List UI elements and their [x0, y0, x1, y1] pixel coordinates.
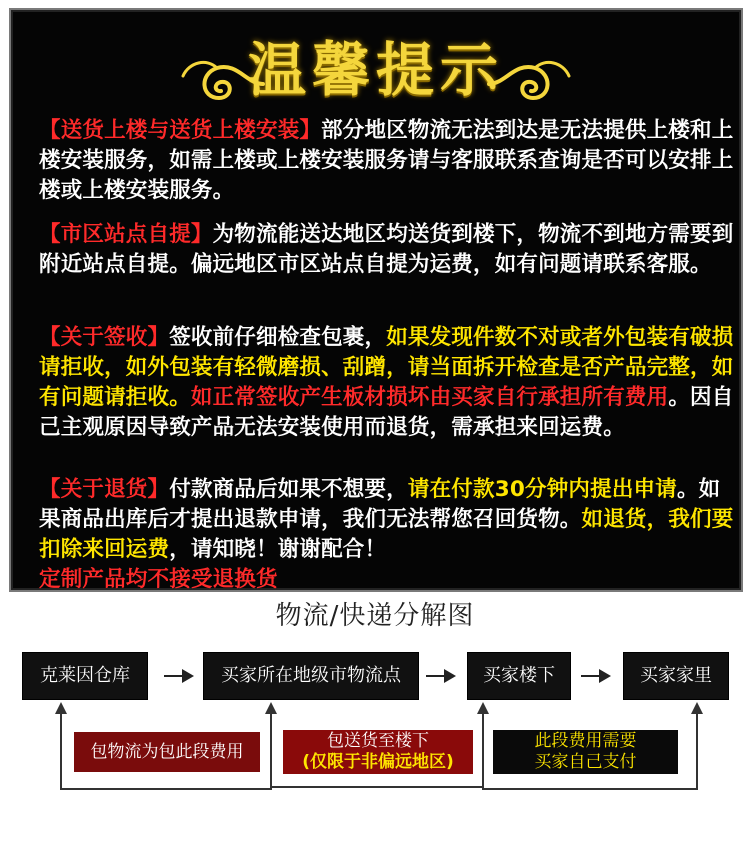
paragraph-heading: 【市区站点自提】 [39, 222, 213, 247]
connector-line [696, 712, 698, 790]
arrow-up-icon [477, 702, 489, 714]
connector-line [60, 788, 272, 790]
highlight-red-text: 如正常签收产生板材损坏由买家自行承担所有费用 [190, 385, 669, 410]
arrow-right-icon [164, 675, 192, 677]
highlight-yellow-text: 请在付款30分钟内提出申请 [407, 477, 677, 502]
paragraph-text: 签收前仔细检查包裹， [169, 325, 387, 350]
arrow-up-icon [265, 702, 277, 714]
delivery-upstairs-paragraph [39, 116, 739, 206]
covered-segment-note [74, 732, 260, 772]
arrow-up-icon [691, 702, 703, 714]
arrow-right-icon [581, 675, 609, 677]
connector-line [270, 786, 484, 788]
custom-products-warning: 定制产品均不接受退换货 [39, 567, 278, 592]
paragraph-heading: 【关于退货】 [39, 477, 170, 502]
highlight-yellow-text: 如退货，我们要扣除来回运费 [39, 507, 734, 562]
note-text: 买家自己支付 [534, 752, 637, 772]
buyer-pays-note [493, 730, 678, 774]
paragraph-heading: 【送货上楼与送货上楼安装】 [39, 118, 322, 143]
note-text: 包送货至楼下 [327, 731, 429, 751]
connector-line [270, 712, 272, 790]
paragraph-heading: 【关于签收】 [39, 325, 170, 350]
paragraph-text: 部分地区物流无法到达是无法提供上楼和上楼安装服务，如需上楼或上楼安装服务请与客服联系查询是否可以安排上楼或上楼安装服务。 [39, 118, 734, 203]
paragraph-text: 为物流能送达地区均送货到楼下，物流不到地方需要到附近站点自提。偏远地区市区站点自提为运费，如有问题请联系客服。 [39, 222, 734, 277]
title-banner [11, 24, 741, 116]
signing-paragraph [39, 323, 739, 443]
left-swirl-ornament [177, 54, 267, 114]
connector-line [482, 788, 698, 790]
home-node: 买家家里 [623, 652, 729, 700]
paragraph-text: 。如果商品出库后才提出退款申请，我们无法帮您召回货物。 [39, 477, 721, 532]
warehouse-node: 克莱因仓库 [22, 652, 148, 700]
note-text: 此段费用需要 [534, 731, 637, 751]
page-title: 温馨提示 [247, 36, 504, 104]
note-text: 包物流为包此段费用 [90, 742, 244, 762]
downstairs-node: 买家楼下 [467, 652, 571, 700]
downstairs-delivery-note [283, 730, 473, 774]
paragraph-text: ，请知晓！谢谢配合！ [169, 537, 387, 562]
city-pickup-paragraph [39, 220, 739, 280]
connector-line [482, 712, 484, 788]
arrow-up-icon [55, 702, 67, 714]
logistics-diagram-title: 物流/快递分解图 [275, 601, 475, 631]
connector-line [60, 712, 62, 790]
arrow-right-icon [426, 675, 454, 677]
returns-paragraph [39, 475, 739, 595]
city-logistics-node: 买家所在地级市物流点 [203, 652, 419, 700]
notice-panel [9, 8, 743, 592]
highlight-yellow-text: 如果发现件数不对或者外包装有破损请拒收，如外包装有轻微磨损、刮蹭，请当面拆开检查是否产品完整，如有问题请拒收。 [39, 325, 734, 410]
right-swirl-ornament [485, 54, 575, 114]
paragraph-text: 付款商品后如果不想要， [169, 477, 408, 502]
note-subtext: (仅限于非偏远地区) [302, 752, 454, 772]
paragraph-text: 。因自己主观原因导致产品无法安装使用而退货，需承担来回运费。 [39, 385, 734, 440]
